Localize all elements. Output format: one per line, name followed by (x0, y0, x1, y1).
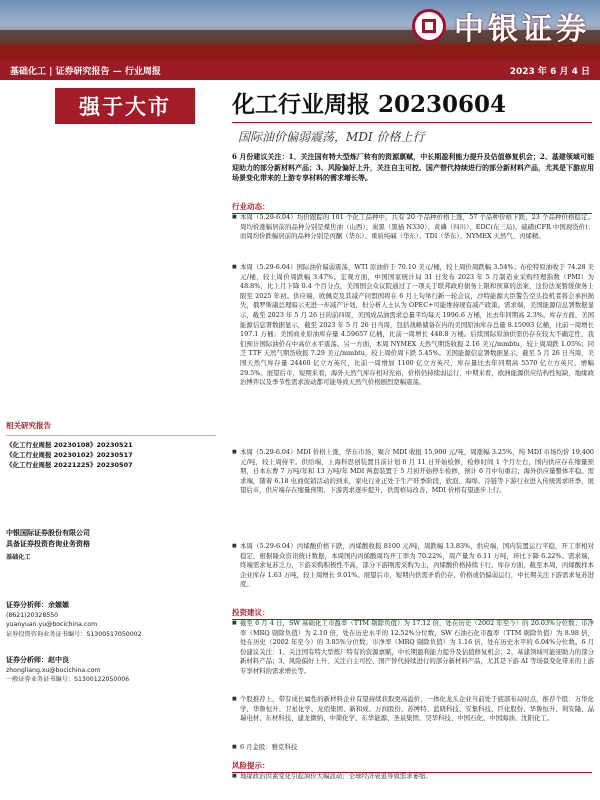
firm-qualification: 具备证券投资咨询业务资格 (6, 539, 90, 548)
paragraph-acrylic: ■ 本周（5.29-6.04）丙烯酸价格下跌，丙烯酸收报 8100 元/吨，周跌幅 13.83%，供应端，国内装置运行平稳，开工率相对稳定，根据隆众资讯统计数据，本周国内丙烯酸周均开工率为 70.22%，周产量为 6.11 万吨，环比下降 6.22%。需求端，终端需求复苏乏力，下游采购积极性不高，部分下游刚需采购为主，丙烯酸价格持续下行。库存方面，截至本周，丙烯酸样本企业库存 1.63 万吨，较上周增长 9.01%。展望后市，短期内供需矛盾仍存，价格或仍偏弱运行，中长期关注下游需求复苏进度。 (232, 542, 594, 590)
report-meta-bar (0, 60, 600, 80)
brand-logo (412, 4, 590, 48)
firm-info (6, 528, 216, 563)
summary-paragraph: 6 月份建议关注：1、关注国有特大型炼厂转有的资源禀赋，中长期盈利能力提升及估值修复机会；2、基建领域可能迎助力的部分新材料产品；3、风险偏好上升，关注自主可控、国产替代持续进行的部分新材料产品，尤其是下游应用场景变化带来的上游专享材料的需求增长等。 (232, 152, 594, 182)
analyst-2 (6, 655, 216, 685)
paragraph-risk: ■ 地缘政治因素变化引起油价大幅波动；全球经济衰退导致需求萎缩。 (232, 772, 594, 782)
related-divider (6, 435, 216, 436)
paragraph-mdi: ■ 本周（5.29-6.04）MDI 价格上涨，华东市场，聚合 MDI 收报 15,900 元/吨，周涨幅 3.25%，纯 MDI 市场均价 19,400 元/吨，较上周持平。供给端，上海科思创装置目前计划 6 月 11 日开始检修，检修时间 1 个月左右，国内供应存在缩量预期，日本东曹 7 万吨/年和 13 万吨/年 MDI 两套装置于 5 月初开始停车检修，预计 6 月中旬重启；海外供应量整体平稳。需求端，随着 6.18 电商促销活动的到来，家电行业正处于生产旺季阶段，软泡、海绵、冷链等下游行业进入传统需求旺季，展望后市，供应端存在缩量预期，下游需求逐步提升，供需格局改善，MDI 价格有望逐步上行。 (232, 448, 594, 496)
related-heading: 相关研究报告 (6, 421, 51, 430)
title-divider (232, 122, 592, 123)
report-title: 化工行业周报 20230604 (232, 91, 507, 118)
brand-name: 中银证券 (454, 12, 590, 47)
analyst-1-email[interactable]: yuanyuan.yu@bocichina.com (6, 621, 98, 628)
bank-emblem-icon (412, 9, 446, 43)
related-item[interactable]: 《化工行业周报 20221225》20230507 (6, 461, 133, 469)
analyst-2-name: 证券分析师：赵中良 (6, 656, 69, 664)
report-subtitle: 国际油价偏弱震荡，MDI 价格上行 (238, 130, 425, 144)
paragraph-price-tracking: ■ 本周（5.29-6.04）均价跟踪的 101 个化工品种中，共有 20 个品种价格上涨，57 个品种价格下跌，23 个品种价格稳定。周均价涨幅居前的品种分别是煤焦油（山西）、炭黑（黑猫 N330）、黄磷（四川）、EDC(东三局)、硫磺(CFR 中国现货价)；而周均价跌幅居前的品种分别是丙酮（华东）、重质纯碱（华东）、TDI（华东）、NYMEX 天然气、丙烯精。 (232, 213, 594, 242)
report-date: 2023 年 6 月 4 日 (509, 66, 590, 77)
related-research (6, 420, 216, 470)
section-industry-heading: 行业动态： (232, 201, 592, 214)
analyst-2-email[interactable]: zhongliang.xu@bocichina.com (6, 666, 101, 674)
header-banner (0, 0, 600, 60)
paragraph-gold-stock: ■ 6 月金股：雅克科技 (232, 743, 594, 753)
analyst-1-name: 证券分析师：余嫄嫄 (6, 601, 69, 609)
related-item[interactable]: 《化工行业周报 20230102》20230517 (6, 451, 133, 459)
report-category: 基础化工 | 证券研究报告 — 行业周报 (10, 66, 161, 77)
analyst-2-cert: 一般证券业务证书编号：S1300122050006 (6, 676, 130, 683)
section-risk-heading: 风险提示： (232, 760, 592, 773)
rating-badge: 强于大市 (55, 88, 195, 124)
sector-label: 基础化工 (6, 554, 31, 561)
paragraph-stock-picks: ■ 个股推荐上，带有成长属性的新材料企业有望持续获取更高溢价，一体化龙头企业当前处于底部布局时点，推荐个股：万华化学、华鲁恒升、卫星化学、龙佰集团、新和成、万润股份、苏博特、蓝晓科技、安集科技、巨化股份、华鲁恒升、利安隆、晶瑞电材、东材科技、建龙微纳、中简化学、东华能源、圣泉集团、昊华科技、中国石化、中国海油、沈阳化工。 (232, 695, 594, 724)
analyst-1-phone: (8621)20328550 (6, 611, 59, 619)
section-invest-heading: 投资建议： (232, 607, 592, 620)
analyst-1 (6, 600, 216, 639)
paragraph-oil: ■ 本周（5.29-6.04）国际油价偏弱震荡，WTI 原油价于 70.10 美元/桶，较上周价周跌幅 3.54%；布伦特原油收于 74.28 美元/桶，较上周价周跌幅 3.47%。宏观方面，中国国家统计局 31 日发布 2023 年 5 月制造业采购经理指数（PMI）为 48.8%，比上月下降 0.4 个百分点，美国国会众议院通过了一项关于联邦政府债务上限和预算的法案，这份法案暂缓债务上限至 2025 年初。供应端，欧佩克及其减产同盟国将在 6 月上旬举行新一轮会议，沙特能源大臣警告空头投机者将会承担损失，俄罗斯副总理暗示无进一步减产计划，但分析人士认为 OPEC+可能维持现有减产政策。需求端，美国能源信息署数据显示，截至 2023 年 5 月 26 日的前四周，美国成品油需求总量平均每天 1996.6 万桶，比去年同期高 2.3%。库存方面，美国能源信息署数据显示，截至 2023 年 5 月 26 日当周，包括战略储备在内的美国原油库存总量 8.15093 亿桶，比前一周增长 197.1 万桶；美国商业原油库存量 4.59657 亿桶，比前一周增长 448.8 万桶。后续国际原油供需仍存在较大不确定性，我们预计国际油价在中高位水平震荡。另一方面，本周 NYMEX 天然气期货收报 2.16 美元/mmbtu，较上周周跌 1.05%；同芝 TTF 天然气期货收报 7.29 美元/mmbtu，较上周价周下跌 5.45%。美国能源信息署数据显示，截至 5 月 26 日当周，美国天然气库存量 24460 亿立方英尺，比前一周增加 1100 亿立方英尺，库存量比去年同期高 5570 亿立方英尺，增幅 29.5%。展望后市，短期来看，海外天然气库存相对充裕，价格仍持续弱运行，中期来看，欧洲能源供应结构性短缺，地缘政治博弈以及季节性需求波动都可能导致天然气价格剧烈宽幅震荡。 (232, 263, 594, 388)
firm-name: 中银国际证券股份有限公司 (6, 529, 90, 537)
analyst-1-cert: 证券投资咨询业务证书编号：S1300517050002 (6, 630, 142, 638)
paragraph-valuation: ■ 截至 6 月 4 日，SW 基础化工市盈率（TTM 剔除负值）为 17.12 倍，处在历史（2002 年至今）的 20.03%分位数；市净率（MRQ 剔除负值）为 2.10 倍，处在历史水平的 12.52%分位数，SW 石油石化市盈率（TTM 剔除负值）为 8.98 倍，处在历史（2002 年至今）的 3.85%分位数；市净率（MRQ 剔除负值）为 1.16 倍，处在历史水平的 6.04%分位数。6 月份建议关注：1、关注国有特大型炼厂特有的资源禀赋，中长期盈利能力提升及估值修复机会；2、基建领域可能迎助力的部分新材料产品；3、风险偏好上升，关注自主可控、国产替代持续进行的部分新材料产品，尤其是下游 AI 等场景变化带来的上游专享材料的需求增长等。 (232, 619, 594, 677)
related-item[interactable]: 《化工行业周报 20230108》20230521 (6, 441, 133, 449)
